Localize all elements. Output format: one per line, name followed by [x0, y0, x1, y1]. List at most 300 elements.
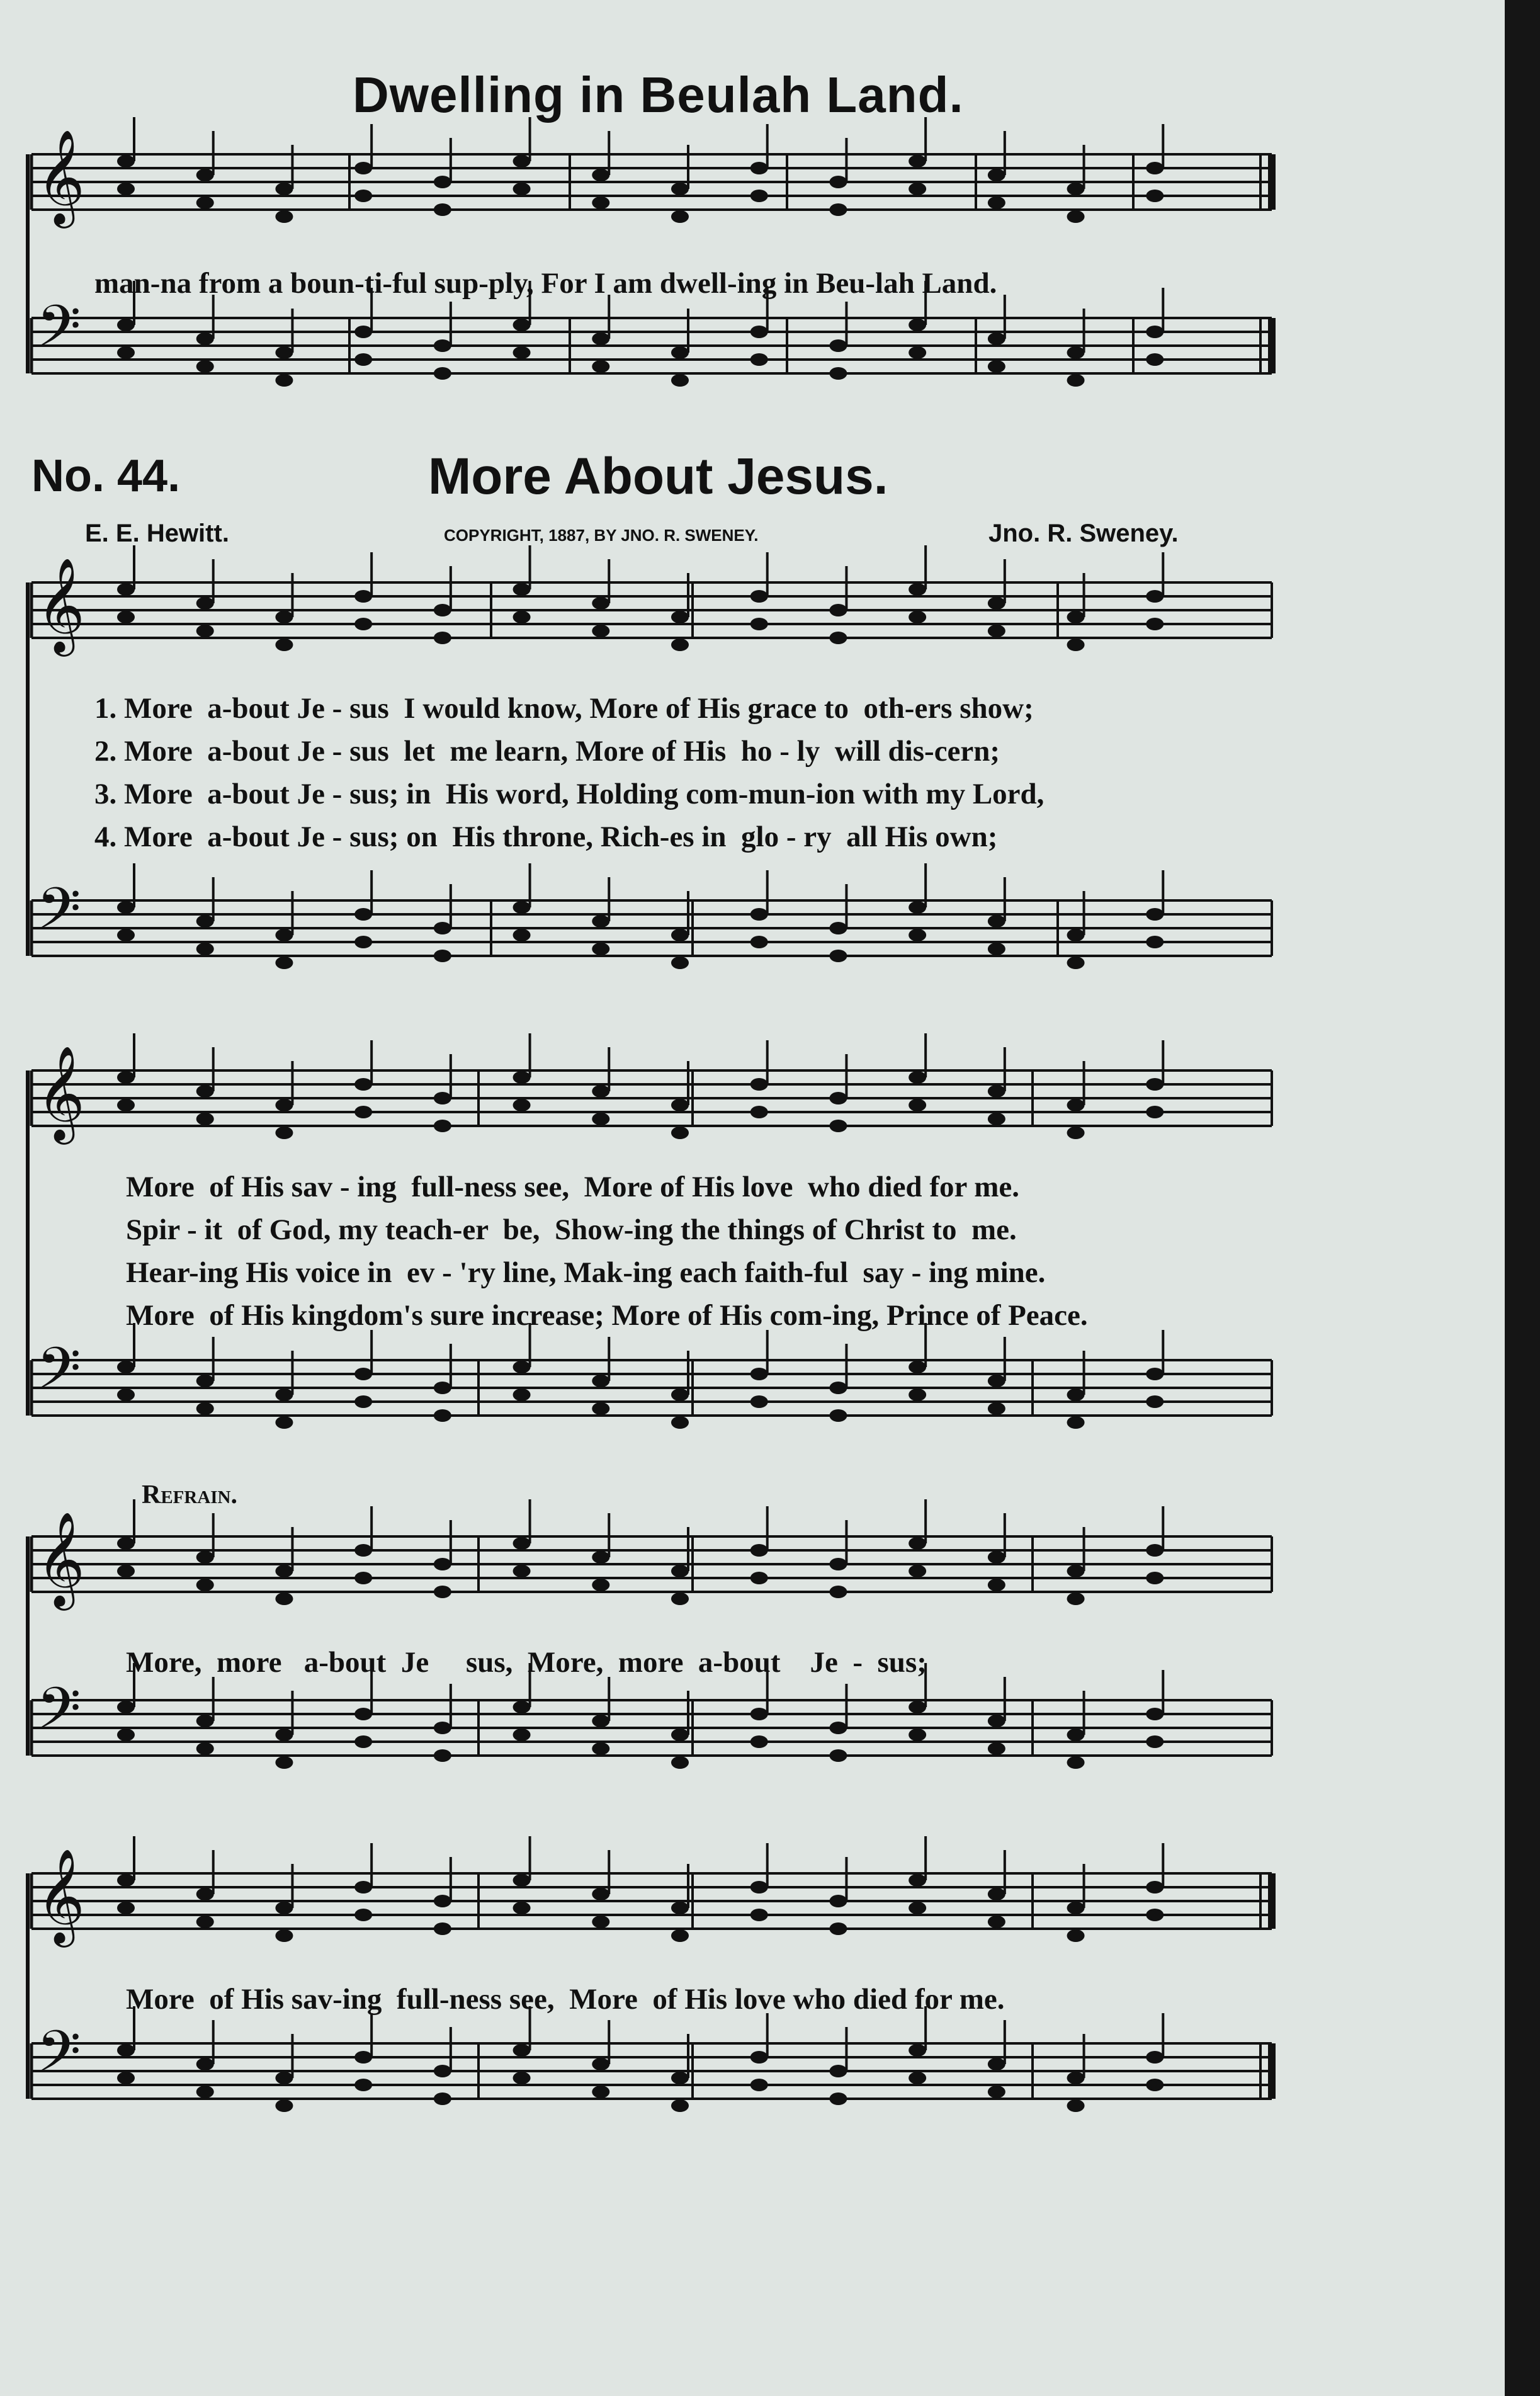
note-head	[829, 1409, 847, 1422]
note-head	[988, 915, 1005, 928]
note-head	[829, 1092, 847, 1104]
note-head	[1067, 210, 1085, 223]
note-head	[354, 1881, 372, 1894]
note-head	[750, 2051, 768, 2064]
note-head	[592, 2058, 609, 2070]
note-head	[1067, 374, 1085, 387]
note-head	[909, 1729, 926, 1741]
bass-clef-icon: 𝄢	[37, 875, 81, 956]
note-head	[196, 1085, 214, 1098]
note-head	[275, 2099, 293, 2112]
verse-1-line-2: More of His sav - ing full-ness see, More of His love who died for me.	[126, 1171, 1019, 1203]
note-head	[671, 2072, 689, 2084]
note-head	[196, 2058, 214, 2070]
note-head	[592, 1916, 609, 1928]
note-head	[275, 1565, 293, 1577]
note-head	[117, 1388, 135, 1401]
note-head	[750, 908, 768, 921]
note-head	[1067, 1416, 1085, 1429]
note-head	[117, 611, 135, 623]
note-head	[671, 1416, 689, 1429]
note-head	[434, 632, 451, 644]
note-head	[354, 1735, 372, 1748]
note-head	[354, 936, 372, 948]
note-head	[988, 1742, 1005, 1755]
refrain-lyric-1: More, more a-bout Je sus, More, more a-bout Je - sus;	[126, 1646, 927, 1679]
note-head	[592, 1888, 609, 1900]
note-head	[909, 901, 926, 914]
note-head	[1146, 2079, 1163, 2091]
note-head	[354, 1368, 372, 1380]
verse-1-line-1: 1. More a-bout Je - sus I would know, More of His grace to oth-ers show;	[94, 692, 1034, 725]
note-head	[988, 1579, 1005, 1591]
hymn-number: No. 44.	[31, 451, 181, 501]
note-head	[671, 1099, 689, 1111]
note-head	[513, 2044, 531, 2057]
note-head	[275, 1127, 293, 1139]
note-head	[1067, 1388, 1085, 1401]
note-head	[671, 1593, 689, 1605]
note-head	[671, 210, 689, 223]
note-head	[1067, 2072, 1085, 2084]
note-head	[909, 2044, 926, 2057]
note-head	[117, 1071, 135, 1084]
note-head	[1067, 1929, 1085, 1942]
note-head	[513, 929, 531, 941]
note-head	[592, 2086, 609, 2098]
note-head	[117, 1874, 135, 1887]
note-head	[909, 1361, 926, 1373]
note-head	[1067, 2099, 1085, 2112]
note-head	[275, 1729, 293, 1741]
note-head	[671, 1388, 689, 1401]
note-head	[275, 929, 293, 941]
note-head	[988, 332, 1005, 345]
note-head	[196, 1715, 214, 1727]
note-head	[354, 1572, 372, 1584]
note-heads	[117, 117, 1163, 2112]
note-head	[592, 332, 609, 345]
note-head	[1067, 183, 1085, 195]
note-head	[829, 367, 847, 380]
note-head	[196, 1375, 214, 1387]
note-head	[513, 1361, 531, 1373]
note-head	[592, 1579, 609, 1591]
note-head	[988, 2086, 1005, 2098]
note-head	[909, 929, 926, 941]
previous-hymn-title: Dwelling in Beulah Land.	[353, 67, 964, 123]
note-head	[354, 590, 372, 603]
note-head	[354, 1708, 372, 1720]
note-head	[275, 957, 293, 969]
note-head	[513, 1701, 531, 1713]
note-head	[196, 169, 214, 181]
note-head	[275, 1099, 293, 1111]
note-head	[1146, 1106, 1163, 1118]
note-head	[988, 1375, 1005, 1387]
treble-clef-icon: 𝄞	[37, 1848, 85, 1943]
note-head	[1067, 1756, 1085, 1769]
note-head	[354, 162, 372, 174]
note-head	[988, 196, 1005, 209]
note-head	[513, 1874, 531, 1887]
note-head	[592, 169, 609, 181]
note-head	[909, 1388, 926, 1401]
note-head	[988, 1715, 1005, 1727]
note-head	[750, 1735, 768, 1748]
note-head	[1146, 190, 1163, 202]
note-head	[909, 155, 926, 167]
note-head	[275, 1756, 293, 1769]
note-head	[592, 943, 609, 955]
note-head	[829, 176, 847, 188]
note-head	[1146, 590, 1163, 603]
note-head	[988, 169, 1005, 181]
note-head	[750, 2079, 768, 2091]
note-head	[117, 2072, 135, 2084]
note-head	[1067, 957, 1085, 969]
note-head	[671, 1902, 689, 1914]
note-head	[829, 339, 847, 352]
note-head	[513, 901, 531, 914]
note-head	[988, 943, 1005, 955]
note-head	[513, 346, 531, 359]
note-head	[592, 1715, 609, 1727]
note-head	[671, 374, 689, 387]
note-head	[671, 183, 689, 195]
note-head	[117, 1701, 135, 1713]
note-head	[829, 632, 847, 644]
note-head	[592, 1375, 609, 1387]
note-head	[750, 1544, 768, 1557]
note-head	[1146, 353, 1163, 366]
note-head	[829, 2065, 847, 2077]
bass-clef-icon: 𝄢	[37, 293, 81, 373]
note-head	[434, 1409, 451, 1422]
note-head	[909, 583, 926, 596]
note-head	[671, 1565, 689, 1577]
note-head	[671, 957, 689, 969]
note-head	[671, 1127, 689, 1139]
note-head	[196, 1916, 214, 1928]
note-head	[1067, 1902, 1085, 1914]
note-head	[354, 1395, 372, 1408]
note-head	[117, 583, 135, 596]
note-head	[1146, 162, 1163, 174]
note-head	[1146, 326, 1163, 338]
note-head	[196, 1402, 214, 1415]
bass-clef-icon: 𝄢	[37, 1335, 81, 1416]
note-head	[1146, 1395, 1163, 1408]
note-head	[592, 915, 609, 928]
note-head	[988, 1113, 1005, 1125]
note-head	[196, 597, 214, 610]
note-head	[434, 1558, 451, 1570]
treble-clef-icon: 𝄞	[37, 1045, 85, 1140]
note-head	[513, 1902, 531, 1914]
note-head	[909, 1902, 926, 1914]
note-head	[1067, 929, 1085, 941]
note-head	[275, 346, 293, 359]
note-head	[117, 1729, 135, 1741]
note-head	[196, 196, 214, 209]
note-head	[275, 374, 293, 387]
note-head	[196, 1551, 214, 1564]
note-head	[1146, 1735, 1163, 1748]
note-head	[354, 2051, 372, 2064]
note-head	[117, 1565, 135, 1577]
hymn-copyright: COPYRIGHT, 1887, BY JNO. R. SWENEY.	[444, 526, 759, 545]
note-head	[1067, 1565, 1085, 1577]
note-head	[117, 1099, 135, 1111]
note-head	[829, 1722, 847, 1734]
note-head	[909, 2072, 926, 2084]
note-head	[275, 1902, 293, 1914]
note-head	[750, 1395, 768, 1408]
note-head	[354, 1544, 372, 1557]
note-head	[434, 1586, 451, 1598]
note-head	[592, 1551, 609, 1564]
hymn-composer: Jno. R. Sweney.	[988, 520, 1179, 547]
note-head	[275, 2072, 293, 2084]
note-head	[671, 929, 689, 941]
note-head	[354, 1078, 372, 1091]
note-head	[513, 1565, 531, 1577]
note-head	[434, 176, 451, 188]
note-head	[988, 625, 1005, 637]
note-head	[275, 183, 293, 195]
note-head	[117, 929, 135, 941]
note-head	[1146, 1881, 1163, 1894]
note-head	[750, 190, 768, 202]
note-head	[988, 1085, 1005, 1098]
note-head	[829, 1382, 847, 1394]
note-head	[196, 1113, 214, 1125]
note-head	[1146, 1909, 1163, 1921]
note-head	[434, 1722, 451, 1734]
note-head	[434, 922, 451, 934]
note-head	[513, 611, 531, 623]
hymn-title: More About Jesus.	[428, 448, 888, 505]
note-head	[1146, 908, 1163, 921]
note-head	[117, 901, 135, 914]
note-head	[434, 1895, 451, 1907]
note-head	[592, 1113, 609, 1125]
note-head	[592, 1742, 609, 1755]
note-head	[909, 611, 926, 623]
note-head	[354, 190, 372, 202]
note-head	[434, 1382, 451, 1394]
note-head	[354, 1106, 372, 1118]
note-head	[750, 1078, 768, 1091]
note-head	[1067, 1593, 1085, 1605]
note-head	[434, 1922, 451, 1935]
note-head	[829, 604, 847, 616]
note-head	[909, 1874, 926, 1887]
verse-3-line-2: Hear-ing His voice in ev - 'ry line, Mak-ing each faith-ful say - ing mine.	[126, 1256, 1046, 1289]
note-head	[988, 2058, 1005, 2070]
note-head	[988, 360, 1005, 373]
note-head	[1067, 346, 1085, 359]
note-head	[909, 1537, 926, 1550]
hymn-author: E. E. Hewitt.	[85, 520, 229, 547]
note-head	[671, 1729, 689, 1741]
note-head	[513, 1729, 531, 1741]
note-head	[1146, 936, 1163, 948]
verse-2-line-2: Spir - it of God, my teach-er be, Show-ing the things of Christ to me.	[126, 1213, 1017, 1246]
note-head	[196, 1579, 214, 1591]
note-head	[909, 346, 926, 359]
note-head	[592, 1402, 609, 1415]
note-head	[1146, 618, 1163, 630]
note-head	[354, 326, 372, 338]
note-head	[750, 618, 768, 630]
note-head	[1146, 2051, 1163, 2064]
note-head	[829, 1558, 847, 1570]
treble-clef-icon: 𝄞	[37, 128, 85, 224]
note-head	[275, 210, 293, 223]
note-head	[592, 597, 609, 610]
note-head	[829, 1895, 847, 1907]
note-head	[434, 950, 451, 962]
note-head	[671, 611, 689, 623]
note-head	[750, 326, 768, 338]
note-head	[671, 2099, 689, 2112]
note-head	[1067, 639, 1085, 651]
note-head	[196, 915, 214, 928]
note-head	[592, 196, 609, 209]
note-head	[988, 1402, 1005, 1415]
note-head	[354, 2079, 372, 2091]
note-head	[909, 183, 926, 195]
note-head	[275, 611, 293, 623]
note-head	[513, 2072, 531, 2084]
verse-4-line-2: More of His kingdom's sure increase; More of His com-ing, Prince of Peace.	[126, 1299, 1088, 1332]
note-head	[829, 1120, 847, 1132]
note-head	[434, 1749, 451, 1762]
note-head	[750, 1572, 768, 1584]
note-head	[434, 339, 451, 352]
verse-3-line-1: 3. More a-bout Je - sus; in His word, Holding com-mun-ion with my Lord,	[94, 778, 1045, 810]
note-head	[988, 1888, 1005, 1900]
note-head	[750, 1909, 768, 1921]
note-head	[117, 319, 135, 331]
note-head	[829, 1586, 847, 1598]
note-head	[1067, 611, 1085, 623]
note-head	[1067, 1127, 1085, 1139]
note-head	[196, 1742, 214, 1755]
note-head	[750, 162, 768, 174]
note-head	[434, 367, 451, 380]
note-head	[513, 1388, 531, 1401]
note-head	[829, 2092, 847, 2105]
note-head	[117, 155, 135, 167]
note-head	[1146, 1544, 1163, 1557]
page-edge	[1505, 0, 1540, 2396]
note-head	[750, 936, 768, 948]
note-head	[513, 319, 531, 331]
note-head	[275, 1593, 293, 1605]
note-head	[1067, 1729, 1085, 1741]
note-head	[592, 625, 609, 637]
note-head	[196, 360, 214, 373]
note-head	[117, 2044, 135, 2057]
note-head	[909, 1565, 926, 1577]
clefs	[37, 128, 85, 2099]
previous-hymn-lyric: man-na from a boun-ti-ful sup-ply, For I am dwell-ing in Beu-lah Land.	[94, 267, 997, 300]
note-head	[909, 1071, 926, 1084]
note-head	[829, 950, 847, 962]
note-head	[1146, 1572, 1163, 1584]
note-head	[434, 604, 451, 616]
note-head	[513, 155, 531, 167]
note-head	[117, 346, 135, 359]
bass-clef-icon: 𝄢	[37, 2018, 81, 2099]
note-head	[671, 639, 689, 651]
note-head	[434, 1120, 451, 1132]
note-head	[988, 597, 1005, 610]
note-head	[434, 2065, 451, 2077]
note-head	[354, 618, 372, 630]
note-head	[909, 319, 926, 331]
note-head	[117, 1902, 135, 1914]
note-head	[909, 1701, 926, 1713]
verse-4-line-1: 4. More a-bout Je - sus; on His throne, Rich-es in glo - ry all His own;	[94, 820, 998, 853]
bass-clef-icon: 𝄢	[37, 1675, 81, 1756]
note-head	[750, 1708, 768, 1720]
note-head	[196, 2086, 214, 2098]
note-head	[750, 353, 768, 366]
note-head	[275, 639, 293, 651]
note-head	[275, 1388, 293, 1401]
note-head	[513, 1099, 531, 1111]
treble-clef-icon: 𝄞	[37, 1511, 85, 1606]
note-head	[671, 1929, 689, 1942]
refrain-label: Refrain.	[142, 1480, 238, 1509]
note-head	[513, 1071, 531, 1084]
note-head	[592, 1085, 609, 1098]
note-head	[1067, 1099, 1085, 1111]
verse-2-line-1: 2. More a-bout Je - sus let me learn, More of His ho - ly will dis-cern;	[94, 735, 1000, 768]
note-head	[117, 183, 135, 195]
note-head	[750, 590, 768, 603]
note-head	[592, 360, 609, 373]
note-head	[196, 625, 214, 637]
note-head	[909, 1099, 926, 1111]
note-head	[275, 1929, 293, 1942]
note-head	[354, 908, 372, 921]
note-head	[513, 583, 531, 596]
note-head	[829, 922, 847, 934]
note-head	[671, 1756, 689, 1769]
note-head	[829, 1749, 847, 1762]
note-head	[196, 1888, 214, 1900]
note-head	[988, 1916, 1005, 1928]
note-head	[354, 1909, 372, 1921]
note-head	[117, 1537, 135, 1550]
note-head	[434, 203, 451, 216]
note-head	[117, 1361, 135, 1373]
note-head	[1146, 1708, 1163, 1720]
note-head	[513, 183, 531, 195]
note-head	[434, 1092, 451, 1104]
note-head	[275, 1416, 293, 1429]
note-head	[434, 2092, 451, 2105]
refrain-lyric-2: More of His sav-ing full-ness see, More of His love who died for me.	[126, 1983, 1005, 2016]
note-head	[750, 1881, 768, 1894]
note-head	[829, 1922, 847, 1935]
note-head	[750, 1368, 768, 1380]
